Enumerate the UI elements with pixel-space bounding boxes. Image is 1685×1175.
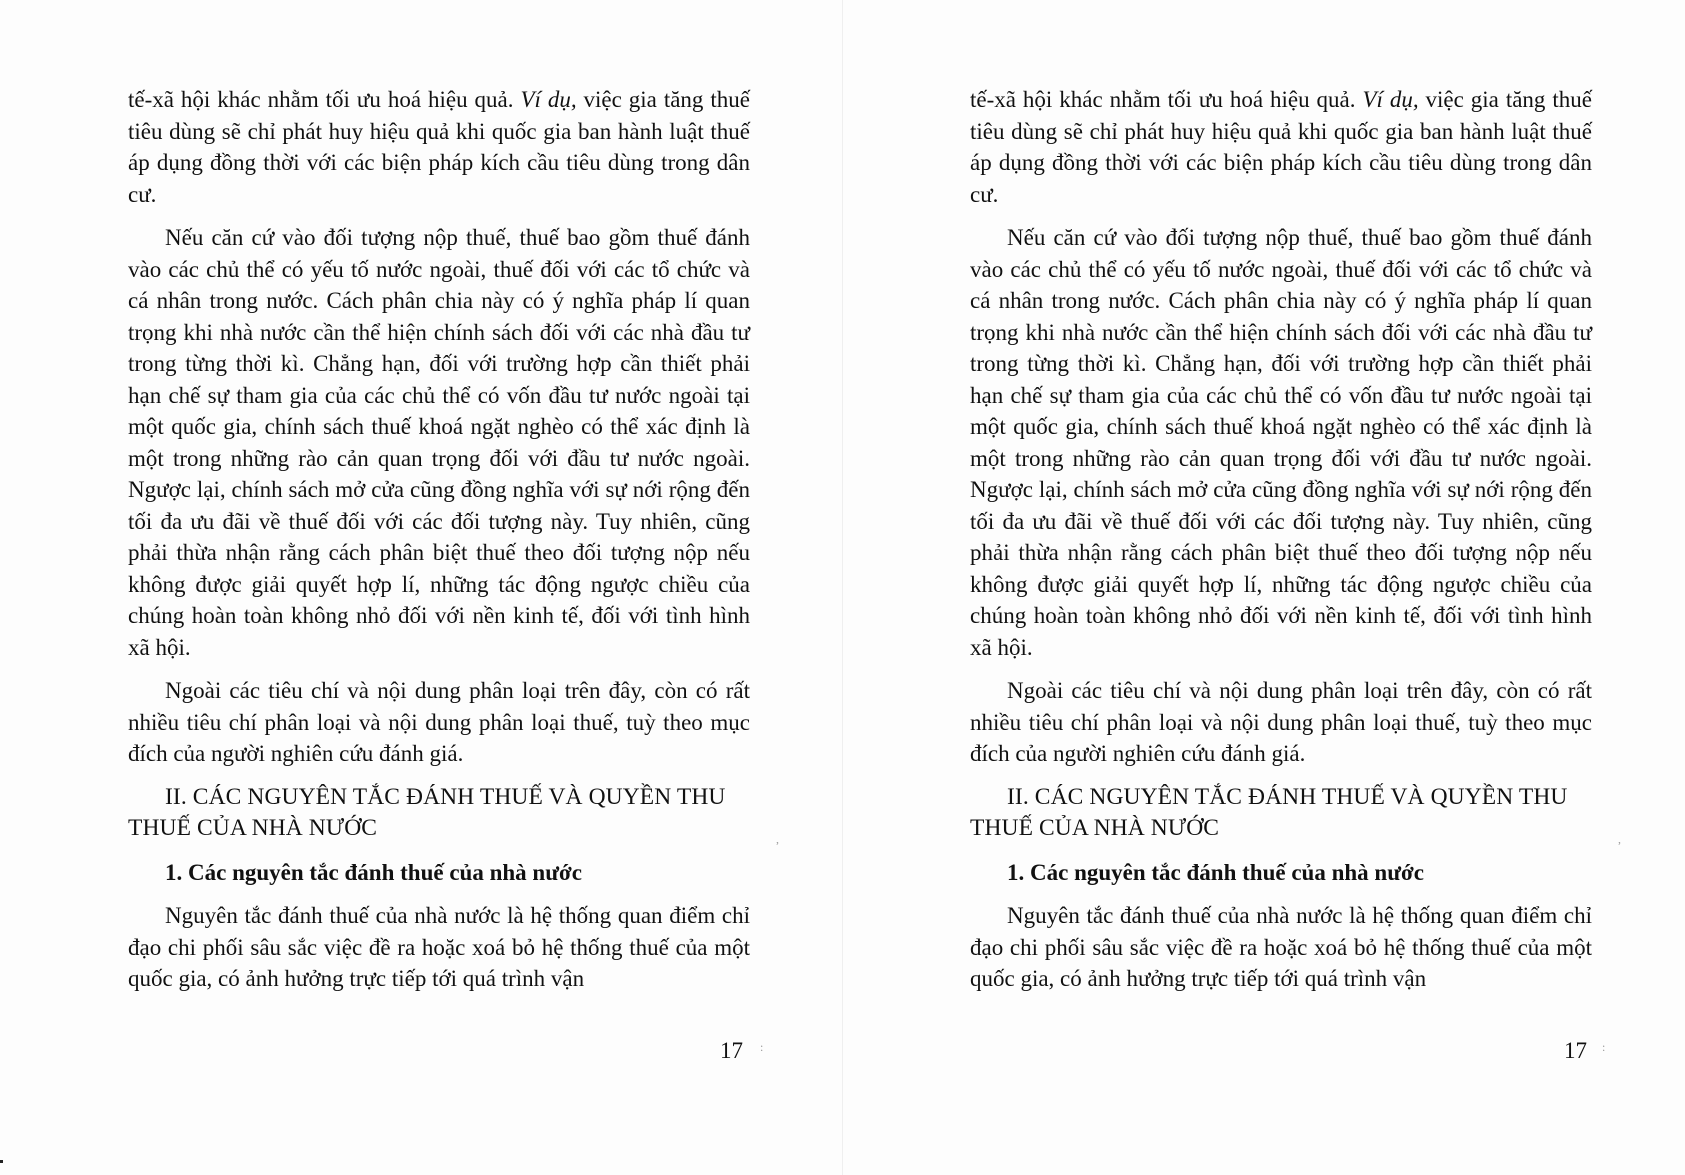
paragraph-continuation: [128, 84, 750, 210]
paragraph-taxpayer-classification: Nếu căn cứ vào đối tượng nộp thuế, thuế bao gồm thuế đánh vào các chủ thể có yếu tố nước ngoài, thuế đối với các tổ chức và cá nhân trong nước. Cách phân chia này có ý nghĩa pháp lí quan trọng khi nhà nước cần thể hiện chính sách đối với các nhà đầu tư trong từng thời kì. Chẳng hạn, đối với trường hợp cần thiết phải hạn chế sự tham gia của các chủ thể có vốn đầu tư nước ngoài tại một quốc gia, chính sách thuế khoá ngặt nghèo có thể xác định là một trong những rào cản quan trọng đối với đầu tư nước ngoài. Ngược lại, chính sách mở cửa cũng đồng nghĩa với sự nới rộng đến tối đa ưu đãi về thuế đối với các đối tượng này. Tuy nhiên, cũng phải thừa nhận rằng cách phân biệt thuế theo đối tượng nộp nếu không được giải quyết hợp lí, những tác động ngược chiều của chúng hoàn toàn không nhỏ đối với nền kinh tế, đối với tình hình xã hội.: [128, 225, 750, 660]
section-heading: II. CÁC NGUYÊN TẮC ĐÁNH THUẾ VÀ QUYỀN THU THUẾ CỦA NHÀ NƯỚC: [970, 783, 1568, 841]
example-italic-label: Ví dụ,: [520, 87, 577, 112]
paragraph-continuation-lead: tế-xã hội khác nhằm tối ưu hoá hiệu quả.: [970, 87, 1363, 112]
paragraph-taxpayer-classification: Nếu căn cứ vào đối tượng nộp thuế, thuế bao gồm thuế đánh vào các chủ thể có yếu tố nước ngoài, thuế đối với các tổ chức và cá nhân trong nước. Cách phân chia này có ý nghĩa pháp lí quan trọng khi nhà nước cần thể hiện chính sách đối với các nhà đầu tư trong từng thời kì. Chẳng hạn, đối với trường hợp cần thiết phải hạn chế sự tham gia của các chủ thể có vốn đầu tư nước ngoài tại một quốc gia, chính sách thuế khoá ngặt nghèo có thể xác định là một trong những rào cản quan trọng đối với đầu tư nước ngoài. Ngược lại, chính sách mở cửa cũng đồng nghĩa với sự nới rộng đến tối đa ưu đãi về thuế đối với các đối tượng này. Tuy nhiên, cũng phải thừa nhận rằng cách phân biệt thuế theo đối tượng nộp nếu không được giải quyết hợp lí, những tác động ngược chiều của chúng hoàn toàn không nhỏ đối với nền kinh tế, đối với tình hình xã hội.: [970, 225, 1592, 660]
example-italic-label: Ví dụ,: [1362, 87, 1419, 112]
paragraph-taxation-principles: Nguyên tắc đánh thuế của nhà nước là hệ thống quan điểm chỉ đạo chi phối sâu sắc việc đề ra hoặc xoá bỏ hệ thống thuế của một quốc gia, có ảnh hưởng trực tiếp tới quá trình vận: [128, 903, 750, 991]
paragraph-continuation-tail: việc gia tăng thuế tiêu dùng sẽ chỉ phát huy hiệu quả khi quốc gia ban hành luật thuế áp dụng đồng thời với các biện pháp kích cầu tiêu dùng trong dân cư.: [128, 87, 750, 207]
page-number: 17: [720, 1038, 743, 1063]
paragraph-continuation-lead: tế-xã hội khác nhằm tối ưu hoá hiệu quả.: [128, 87, 521, 112]
scan-mark: ,: [776, 832, 779, 846]
paragraph-taxation-principles: Nguyên tắc đánh thuế của nhà nước là hệ thống quan điểm chỉ đạo chi phối sâu sắc việc đề ra hoặc xoá bỏ hệ thống thuế của một quốc gia, có ảnh hưởng trực tiếp tới quá trình vận: [970, 903, 1592, 991]
paragraph-other-criteria: Ngoài các tiêu chí và nội dung phân loại trên đây, còn có rất nhiều tiêu chí phân loại và nội dung phân loại thuế, tuỳ theo mục đích của người nghiên cứu đánh giá.: [128, 678, 750, 766]
scan-mark: ,: [1618, 832, 1621, 846]
right-page: [843, 0, 1685, 1175]
left-page: [0, 0, 842, 1175]
page-number: 17: [1564, 1038, 1587, 1063]
paragraph-continuation: [970, 84, 1592, 210]
subsection-heading: 1. Các nguyên tắc đánh thuế của nhà nước: [1007, 859, 1424, 885]
subsection-heading: 1. Các nguyên tắc đánh thuế của nhà nước: [165, 859, 582, 885]
paragraph-continuation-tail: việc gia tăng thuế tiêu dùng sẽ chỉ phát huy hiệu quả khi quốc gia ban hành luật thuế áp dụng đồng thời với các biện pháp kích cầu tiêu dùng trong dân cư.: [970, 87, 1592, 207]
paragraph-other-criteria: Ngoài các tiêu chí và nội dung phân loại trên đây, còn có rất nhiều tiêu chí phân loại và nội dung phân loại thuế, tuỳ theo mục đích của người nghiên cứu đánh giá.: [970, 678, 1592, 766]
scan-mark: :: [760, 1040, 764, 1054]
left-text-block: [128, 84, 750, 1007]
right-text-block: [970, 84, 1592, 1007]
scan-artifact-dot: [0, 1160, 3, 1163]
section-heading: II. CÁC NGUYÊN TẮC ĐÁNH THUẾ VÀ QUYỀN THU THUẾ CỦA NHÀ NƯỚC: [128, 783, 726, 841]
scan-mark: :: [1602, 1040, 1606, 1054]
